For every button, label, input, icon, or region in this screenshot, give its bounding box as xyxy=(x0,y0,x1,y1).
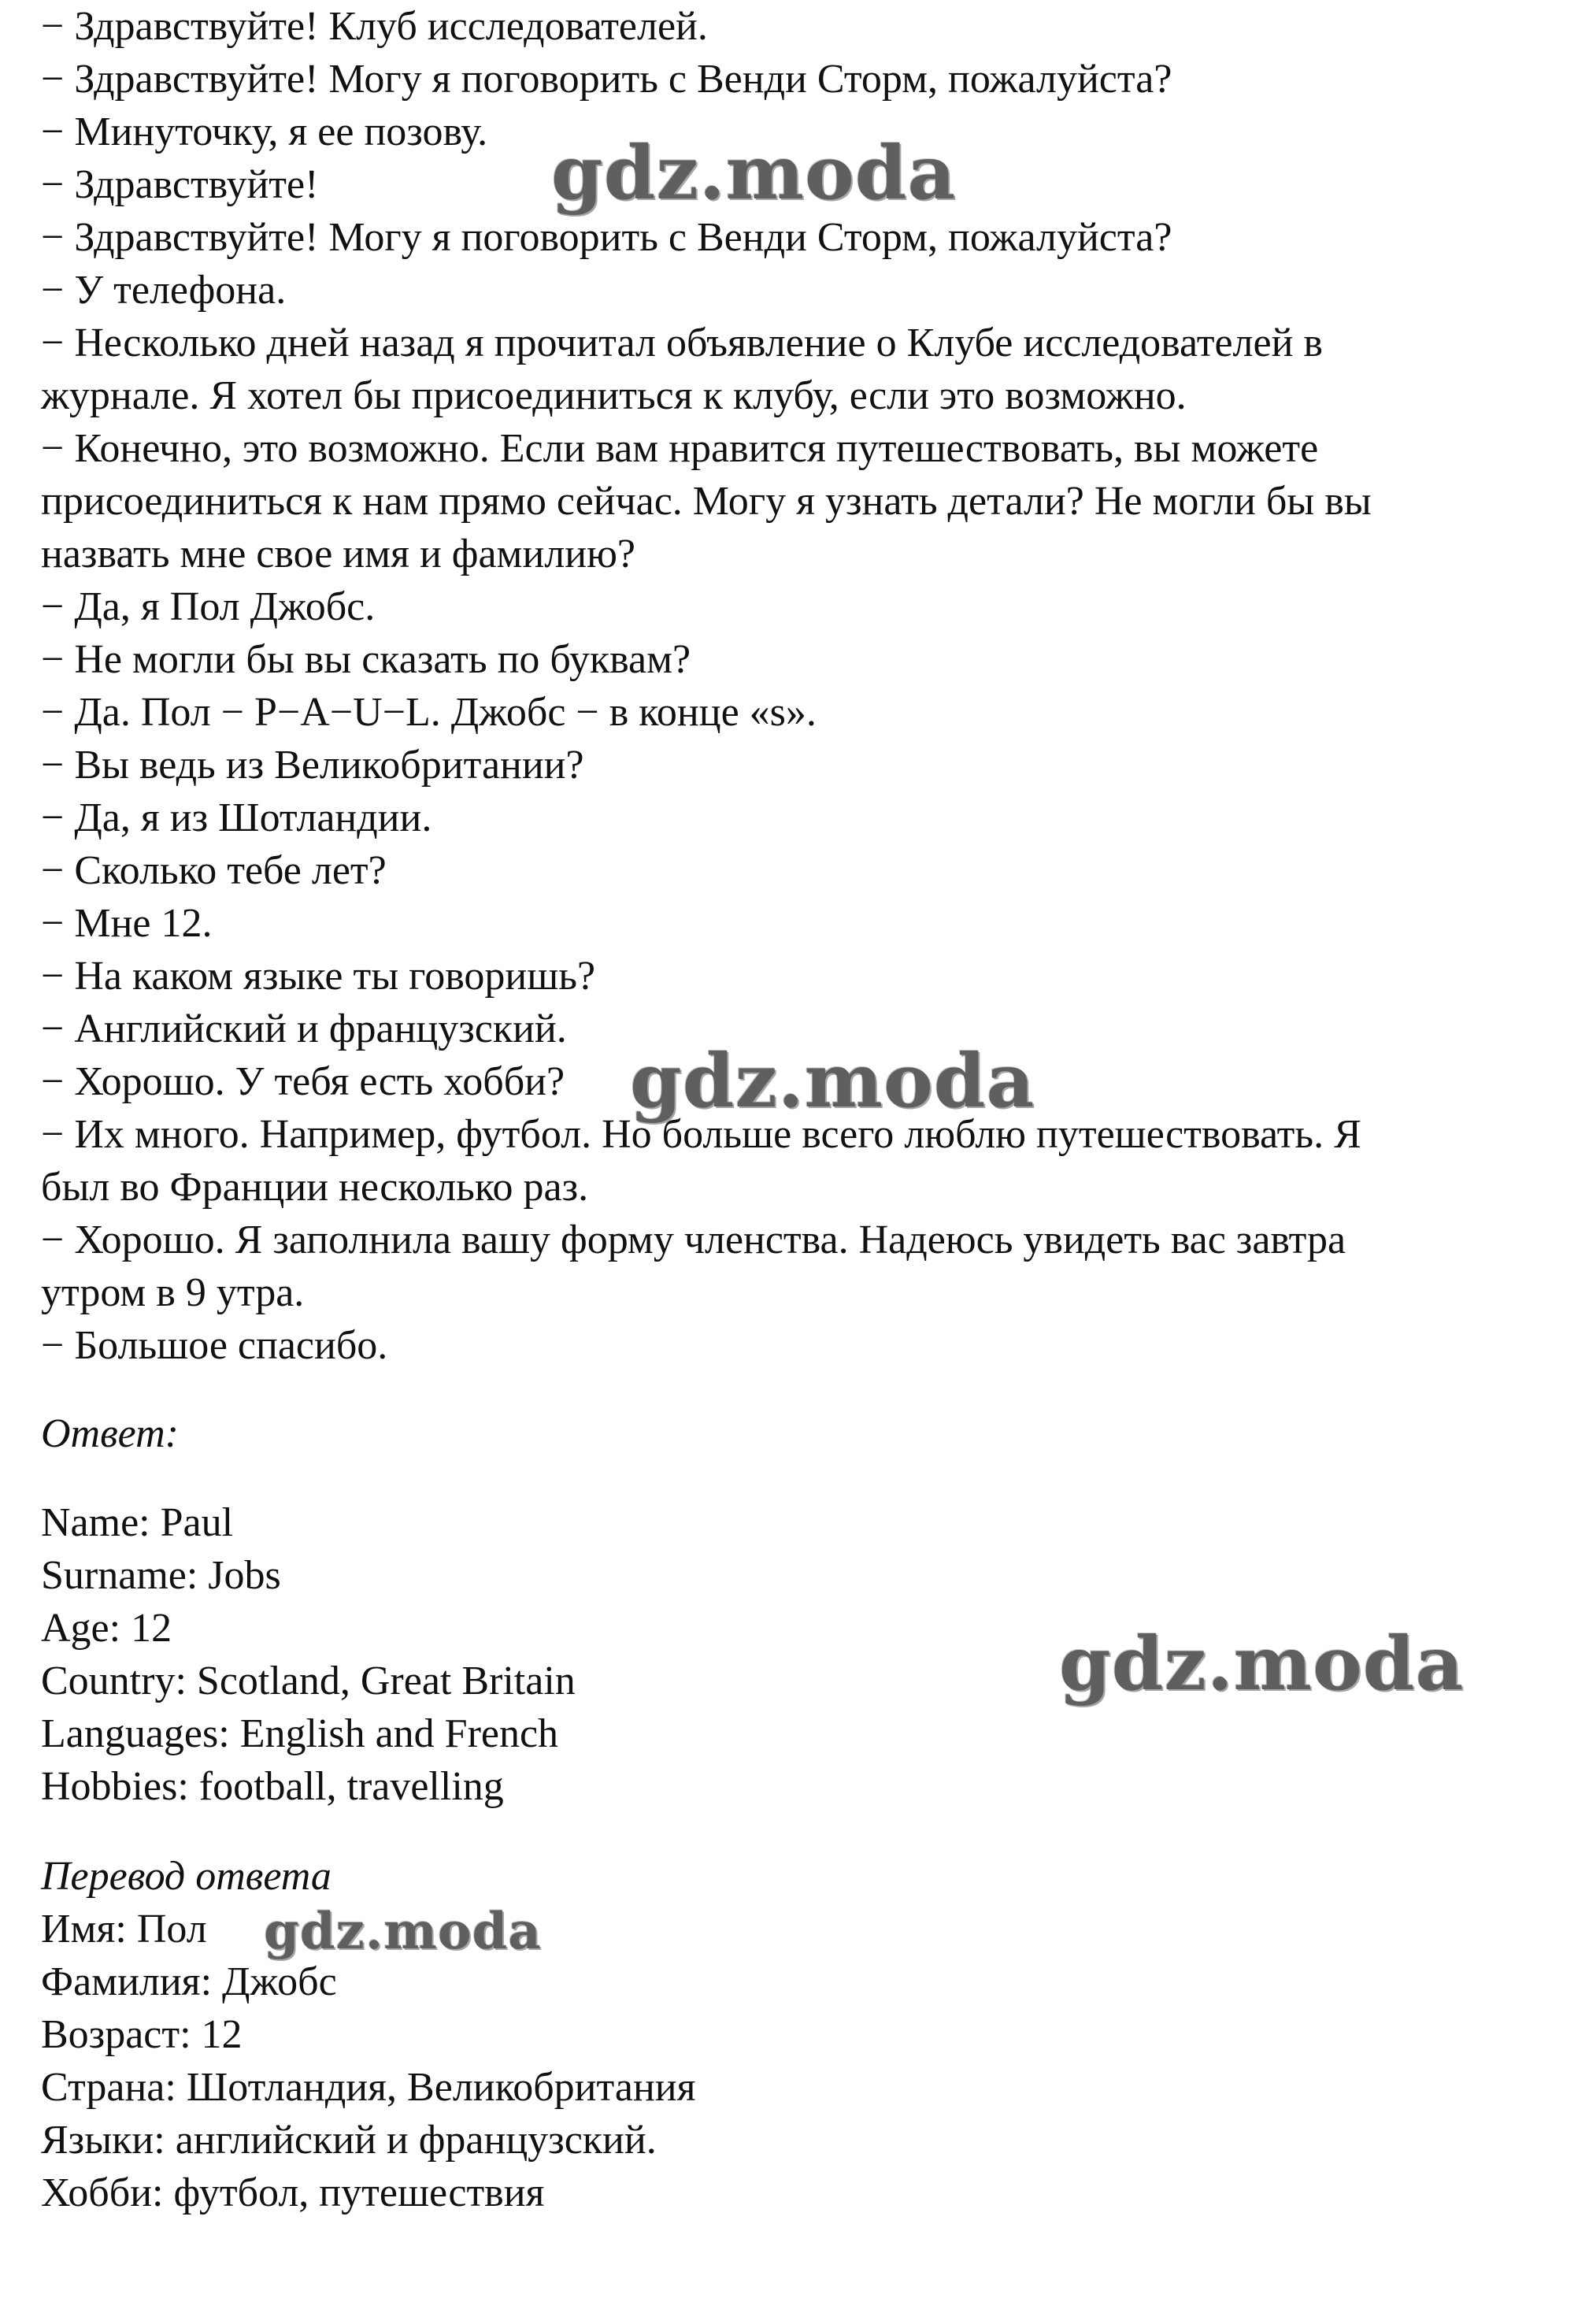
dialogue-line: − На каком языке ты говоришь? xyxy=(41,954,596,999)
translation-line: Возраст: 12 xyxy=(41,2012,243,2057)
dialogue-line: − Минуточку, я ее позову. xyxy=(41,109,488,154)
answer-line: Languages: English and French xyxy=(41,1711,559,1756)
translation-heading: Перевод ответа xyxy=(41,1854,332,1899)
dialogue-line: − Хорошо. Я заполнила вашу форму членства. Надеюсь увидеть вас завтра xyxy=(41,1218,1346,1262)
dialogue-line: − Сколько тебе лет? xyxy=(41,848,387,893)
watermark-logo: gdz.moda xyxy=(630,1038,1035,1125)
dialogue-line: − Здравствуйте! Клуб исследователей. xyxy=(41,4,708,49)
answer-heading: Ответ: xyxy=(41,1411,179,1456)
answer-line: Surname: Jobs xyxy=(41,1553,281,1598)
dialogue-line: − Несколько дней назад я прочитал объявление о Клубе исследователей в xyxy=(41,321,1323,365)
dialogue-line: − Здравствуйте! Могу я поговорить с Венди Сторм, пожалуйста? xyxy=(41,215,1172,260)
dialogue-line: − Да, я Пол Джобс. xyxy=(41,584,376,629)
dialogue-line: − Да. Пол − P−A−U−L. Джобс − в конце «s». xyxy=(41,690,817,735)
dialogue-line: − Большое спасибо. xyxy=(41,1323,388,1368)
translation-line: Хобби: футбол, путешествия xyxy=(41,2170,545,2215)
dialogue-line: − У телефона. xyxy=(41,268,287,313)
answer-line: Name: Paul xyxy=(41,1500,234,1545)
answer-line: Hobbies: football, travelling xyxy=(41,1764,504,1809)
dialogue-line: журнале. Я хотел бы присоединиться к клубу, если это возможно. xyxy=(41,373,1187,418)
translation-line: Страна: Шотландия, Великобритания xyxy=(41,2065,696,2110)
dialogue-line: − Вы ведь из Великобритании? xyxy=(41,743,584,788)
dialogue-line: присоединиться к нам прямо сейчас. Могу я узнать детали? Не могли бы вы xyxy=(41,479,1372,524)
dialogue-line: − Здравствуйте! Могу я поговорить с Венди Сторм, пожалуйста? xyxy=(41,57,1172,102)
watermark-logo: gdz.moda xyxy=(264,1902,542,1961)
dialogue-line: − Конечно, это возможно. Если вам нравится путешествовать, вы можете xyxy=(41,426,1319,471)
dialogue-line: − Их много. Например, футбол. Но больше всего люблю путешествовать. Я xyxy=(41,1112,1361,1157)
dialogue-line: утром в 9 утра. xyxy=(41,1270,305,1315)
dialogue-line: − Да, я из Шотландии. xyxy=(41,795,432,840)
dialogue-line: был во Франции несколько раз. xyxy=(41,1165,589,1210)
dialogue-line: − Английский и французский. xyxy=(41,1006,567,1051)
watermark-logo: gdz.moda xyxy=(551,130,957,217)
dialogue-line: − Здравствуйте! xyxy=(41,162,319,207)
dialogue-line: − Не могли бы вы сказать по буквам? xyxy=(41,637,691,682)
answer-line: Country: Scotland, Great Britain xyxy=(41,1659,576,1703)
answer-line: Age: 12 xyxy=(41,1606,172,1651)
dialogue-line: − Мне 12. xyxy=(41,901,213,946)
dialogue-line: − Хорошо. У тебя есть хобби? xyxy=(41,1059,565,1104)
translation-line: Имя: Пол xyxy=(41,1907,207,1951)
watermark-logo: gdz.moda xyxy=(1059,1621,1465,1707)
dialogue-line: назвать мне свое имя и фамилию? xyxy=(41,532,635,576)
translation-line: Фамилия: Джобс xyxy=(41,1959,337,2004)
translation-line: Языки: английский и французский. xyxy=(41,2118,657,2163)
